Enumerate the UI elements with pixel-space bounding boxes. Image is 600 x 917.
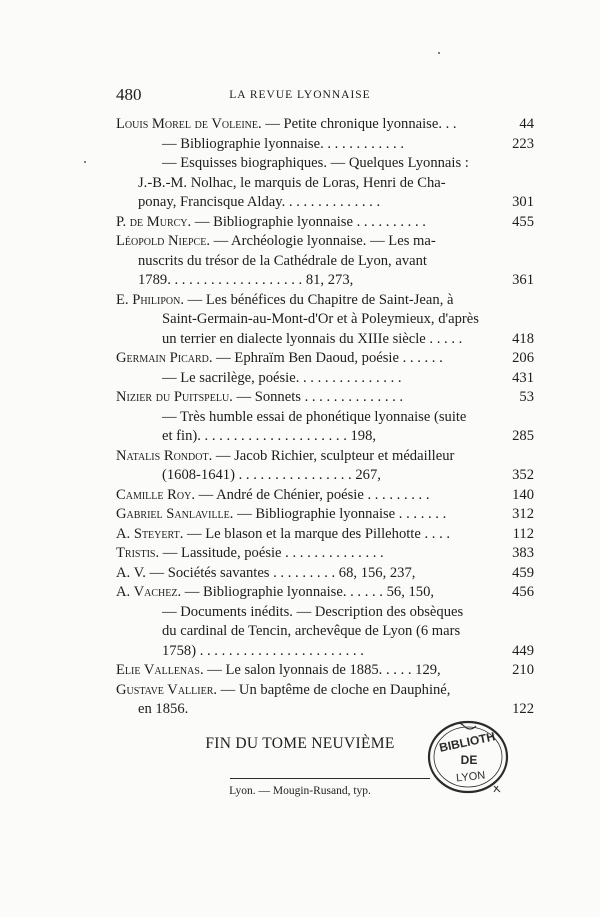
author-name: Elie Vallenas — [116, 662, 200, 678]
author-name: Germain Picard — [116, 350, 209, 366]
index-line — [116, 427, 534, 447]
author-name: Camille Roy — [116, 486, 192, 503]
index-line — [116, 505, 534, 525]
index-entries — [116, 115, 534, 720]
entry-text: 1758) . . . . . . . . . . . . . . . . . . . . . . . — [162, 642, 364, 659]
page-ref: 312 — [512, 506, 534, 522]
index-line — [116, 408, 534, 428]
entry-text: . — Ephraïm Ben Daoud, poésie . . . . . . — [208, 350, 443, 366]
entry-text: (1608-1641) . . . . . . . . . . . . . . . . 267, — [162, 467, 381, 483]
entry-text: A. V. — Sociétés savantes . . . . . . . . . 68, 156, 237, — [116, 564, 416, 581]
author-name: A. Steyert — [116, 525, 180, 542]
author-name: P. de Murcy — [116, 213, 188, 230]
index-line — [116, 330, 534, 350]
entry-text: un terrier en dialecte lyonnais du XIIIe siècle . . . . . — [162, 330, 463, 347]
entry-text: . — Bibliographie lyonnaise . . . . . . . — [229, 506, 447, 522]
index-line — [116, 544, 534, 564]
entry-text: — Très humble essai de phonétique lyonnaise (suite — [162, 408, 467, 425]
index-line — [116, 466, 534, 486]
entry-text: . — Le blason et la marque des Pillehotte . . . . — [179, 525, 451, 542]
entry-text: . — Le salon lyonnais de 1885. . . . . 129, — [199, 662, 441, 678]
index-line — [116, 135, 534, 155]
page-ref: 456 — [512, 584, 534, 600]
index-line — [116, 154, 534, 174]
index-line — [116, 622, 534, 642]
page-ref: 210 — [512, 662, 534, 678]
author-name: Léopold Niepce — [116, 233, 207, 249]
author-name: E. Philipon — [116, 291, 181, 308]
entry-text: — Documents inédits. — Description des obsèques — [162, 603, 464, 620]
index-line — [116, 447, 534, 467]
entry-text: — Bibliographie lyonnaise. . . . . . . . . . . . — [162, 135, 404, 152]
page-ref: 122 — [512, 701, 534, 717]
index-line — [116, 174, 534, 194]
entry-text: . — Jacob Richier, sculpteur et médailleur — [208, 447, 455, 464]
page-ref: 352 — [512, 467, 534, 483]
author-name: Gabriel Sanlaville — [116, 506, 230, 522]
index-line — [116, 271, 534, 291]
index-line — [116, 525, 534, 545]
speck — [84, 161, 86, 163]
index-line — [116, 369, 534, 389]
entry-text: et fin). . . . . . . . . . . . . . . . . . . . . 198, — [162, 428, 377, 444]
page-ref: 455 — [512, 213, 534, 230]
page-number: 480 — [116, 85, 142, 104]
index-line — [116, 564, 534, 584]
index-line — [116, 193, 534, 213]
index-line — [116, 603, 534, 623]
entry-text: J.-B.-M. Nolhac, le marquis de Loras, Henri de Cha- — [138, 174, 446, 191]
page-ref: 206 — [512, 350, 534, 366]
index-line — [116, 642, 534, 662]
index-line — [116, 310, 534, 330]
author-name: Gustave Vallier — [116, 681, 214, 698]
page-ref: 383 — [512, 545, 534, 561]
author-name: Natalis Rondot — [116, 447, 209, 464]
stamp-line: LYON — [455, 769, 486, 785]
page-ref: 140 — [512, 486, 534, 503]
index-line — [116, 252, 534, 272]
stamp-line: DE — [460, 753, 478, 767]
index-line — [116, 681, 534, 701]
entry-text: — Esquisses biographiques. — Quelques Lyonnais : — [162, 155, 469, 171]
page-ref: 449 — [512, 642, 534, 659]
entry-text: . — André de Chénier, poésie . . . . . . . . . — [191, 486, 430, 503]
page-ref: 459 — [512, 564, 534, 581]
index-line — [116, 115, 534, 135]
page-ref: 301 — [512, 194, 534, 210]
entry-text: — Le sacrilège, poésie. . . . . . . . . . . . . . . — [162, 369, 402, 386]
index-line — [116, 349, 534, 369]
index-line — [116, 486, 534, 506]
entry-text: ponay, Francisque Alday. . . . . . . . . . . . . . — [138, 194, 381, 210]
index-line — [116, 213, 534, 233]
index-line — [116, 388, 534, 408]
running-title: LA REVUE LYONNAISE — [229, 89, 371, 101]
entry-text: du cardinal de Tencin, archevêque de Lyon (6 mars — [162, 623, 461, 639]
author-name: Nizier du Puitspelu — [116, 389, 230, 405]
end-of-volume-title: FIN DU TOME NEUVIÈME — [205, 735, 395, 752]
entry-text: . — Les bénéfices du Chapitre de Saint-Jean, à — [180, 291, 454, 308]
page-ref: 53 — [519, 389, 534, 405]
entry-text: . — Bibliographie lyonnaise . . . . . . . . . . — [187, 213, 426, 230]
entry-text: 1789. . . . . . . . . . . . . . . . . . . 81, 273, — [138, 272, 354, 288]
entry-text: . — Petite chronique lyonnaise. . . — [257, 116, 457, 132]
page-ref: 112 — [512, 525, 534, 542]
index-line — [116, 583, 534, 603]
author-name: Tristis — [116, 545, 156, 561]
printer-imprint: Lyon. — Mougin-Rusand, typ. — [229, 785, 371, 797]
page-ref: 361 — [512, 272, 534, 288]
page-ref: 44 — [519, 116, 534, 132]
page-ref: 285 — [512, 428, 534, 444]
footer-rule — [230, 778, 430, 779]
index-line — [116, 661, 534, 681]
entry-text: . — Bibliographie lyonnaise. . . . . . 56, 150, — [177, 584, 435, 600]
entry-text: en 1856. — [138, 701, 189, 717]
speck — [438, 52, 440, 54]
page-ref: 223 — [512, 135, 534, 152]
entry-text: Saint-Germain-au-Mont-d'Or et à Poleymieux, d'après — [162, 311, 479, 327]
entry-text: . — Sonnets . . . . . . . . . . . . . . — [229, 389, 404, 405]
page-ref: 418 — [512, 330, 534, 347]
entry-text: . — Lassitude, poésie . . . . . . . . . . . . . . — [155, 545, 384, 561]
author-name: A. Vachez — [116, 584, 178, 600]
page-ref: 431 — [512, 369, 534, 386]
entry-text: . — Archéologie lyonnaise. — Les ma- — [206, 233, 436, 249]
index-line — [116, 232, 534, 252]
entry-text: . — Un baptême de cloche en Dauphiné, — [213, 681, 451, 698]
author-name: Louis Morel de Voleine — [116, 116, 258, 132]
entry-text: nuscrits du trésor de la Cathédrale de Lyon, avant — [138, 252, 427, 269]
index-line — [116, 291, 534, 311]
stamp-line: BIBLIOTH — [437, 729, 497, 755]
